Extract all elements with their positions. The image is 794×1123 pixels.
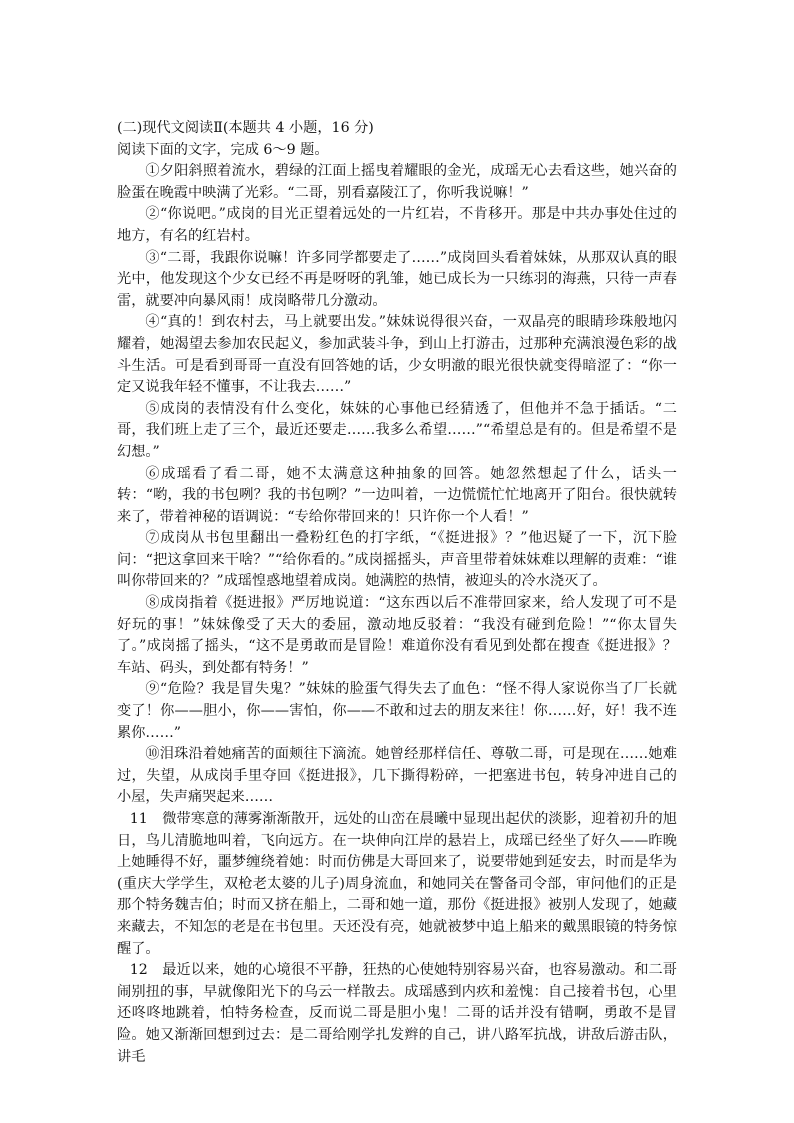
- paragraph-4: ④“真的！到农村去，马上就要出发。”妹妹说得很兴奋，一双晶亮的眼睛珍珠般地闪耀着，她渴望去参加农民起义，参加武装斗争，到山上打游击，过那种充满浪漫色彩的战斗生活。可是看到哥哥一直没有回答她的话，少女明澈的眼光很快就变得暗涩了：“你一定又说我年轻不懂事，不让我去……”: [117, 314, 677, 396]
- paragraph-8: ⑧成岗指着《挺进报》严厉地说道：“这东西以后不准带回家来，给人发现了可不是好玩的事！”妹妹像受了天大的委屈，激动地反驳着：“我没有碰到危险！”“你太冒失了。”成岗摇了摇头，“这不是勇敢而是冒险！难道你没有看见到处都在搜查《挺进报》？车站、码头，到处都有特务！”: [117, 595, 677, 676]
- paragraph-11: 11 微带寒意的薄雾渐渐散开，远处的山峦在晨曦中显现出起伏的淡影，迎着初升的旭日，鸟儿清脆地叫着，飞向远方。在一块伸向江岸的悬岩上，成瑶已经坐了好久——昨晚上她睡得不好，噩梦缠绕着她：时而仿佛是大哥回来了，说要带她到延安去，时而是华为(重庆大学学生，双枪老太婆的儿子)周身流血，和她同关在警备司令部，审问他们的正是那个特务魏吉伯；时而又挤在船上，二哥和她一道，那份《挺进报》被别人发现了，她藏来藏去，不知怎的老是在书包里。天还没有亮，她就被梦中追上船来的戴黑眼镜的特务惊醒了。: [117, 811, 677, 957]
- paragraph-3: ③“二哥，我跟你说嘛！许多同学都要走了……”成岗回头看着妹妹，从那双认真的眼光中，他发现这个少女已经不再是呀呀的乳雏，她已成长为一只练羽的海燕，只待一声春雷，就要冲向暴风雨！成岗略带几分激动。: [117, 249, 677, 309]
- paragraph-7: ⑦成岗从书包里翻出一叠粉红色的打字纸，“《挺进报》？”他迟疑了一下，沉下脸问：“把这拿回来干啥？”“给你看的。”成岗摇摇头，声音里带着妹妹难以理解的责难：“谁叫你带回来的？”成瑶惶惑地望着成岗。她满腔的热情，被迎头的冷水浇灭了。: [117, 530, 677, 590]
- paragraph-1: ①夕阳斜照着流水，碧绿的江面上摇曳着耀眼的金光，成瑶无心去看这些，她兴奋的脸蛋在晚霞中映满了光彩。“二哥，别看嘉陵江了，你听我说嘛！”: [117, 163, 677, 201]
- paragraph-5: ⑤成岗的表情没有什么变化，妹妹的心事他已经猜透了，但他并不急于插话。“二哥，我们班上走了三个，最近还要走……我多么希望……”“希望总是有的。但是希望不是幻想。”: [117, 400, 677, 460]
- paragraph-2: ②“你说吧。”成岗的目光正望着远处的一片红岩，不肯移开。那是中共办事处住过的地方，有名的红岩村。: [117, 206, 677, 244]
- instruction-text: 阅读下面的文字，完成 6～9 题。: [117, 141, 329, 158]
- section-title: (二)现代文阅读Ⅱ(本题共 4 小题，16 分): [117, 120, 374, 136]
- document-page: [117, 118, 677, 1068]
- paragraph-9: ⑨“危险？我是冒失鬼？”妹妹的脸蛋气得失去了血色：“怪不得人家说你当了厂长就变了！你——胆小，你——害怕，你——不敢和过去的朋友来往！你……好，好！我不连累你……”: [117, 681, 677, 741]
- paragraph-10: ⑩泪珠沿着她痛苦的面颊往下滴流。她曾经那样信任、尊敬二哥，可是现在……她难过，失望，从成岗手里夺回《挺进报》，几下撕得粉碎，一把塞进书包，转身冲进自己的小屋，失声痛哭起来……: [117, 746, 677, 806]
- paragraph-12: 12 最近以来，她的心境很不平静，狂热的心使她特别容易兴奋，也容易激动。和二哥闹别扭的事，早就像阳光下的乌云一样散去。成瑶感到内疚和羞愧：自己接着书包，心里还咚咚地跳着，怕特务检查，反而说二哥是胆小鬼！二哥的话并没有错啊，勇敢不是冒险。她又渐渐回想到过去：是二哥给刚学扎发辫的自己，讲八路军抗战，讲敌后游击队，讲毛: [117, 962, 677, 1065]
- paragraph-6: ⑥成瑶看了看二哥，她不太满意这种抽象的回答。她忽然想起了什么，话头一转：“哟，我的书包咧？我的书包咧？”一边叫着，一边慌慌忙忙地离开了阳台。很快就转来了，带着神秘的语调说：“专给你带回来的！只许你一个人看！”: [117, 465, 677, 525]
